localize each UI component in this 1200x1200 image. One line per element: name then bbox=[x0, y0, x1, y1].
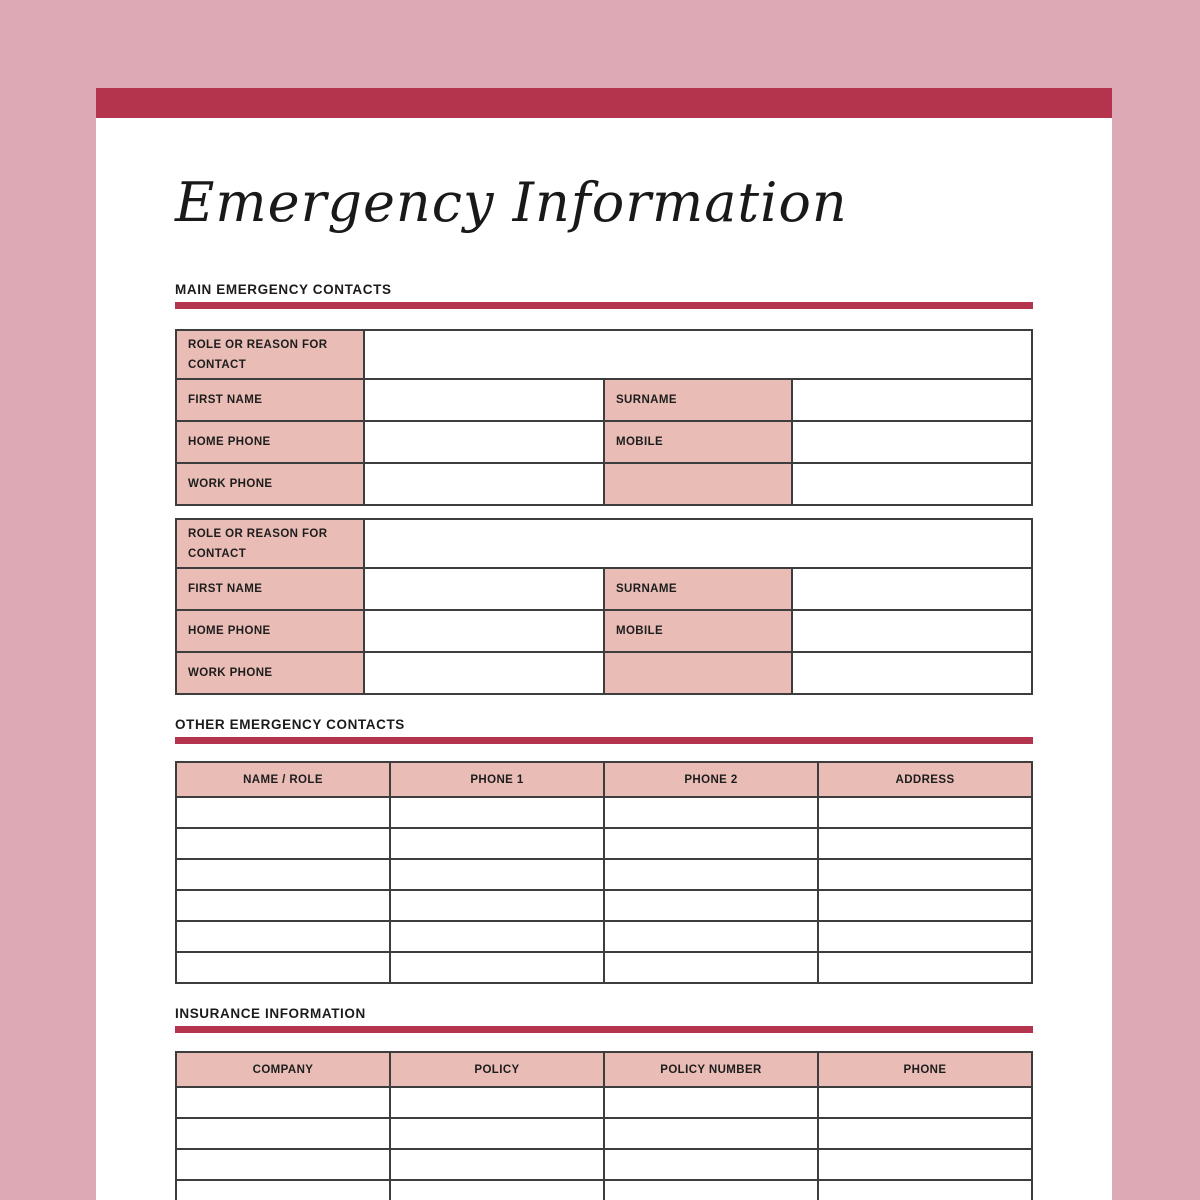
insurance-table bbox=[175, 1051, 1033, 1200]
contact-block-2 bbox=[175, 518, 1033, 695]
empty-cell bbox=[176, 859, 390, 890]
empty-cell bbox=[604, 1118, 818, 1149]
empty-row bbox=[176, 1087, 1032, 1118]
table-row bbox=[176, 568, 1032, 610]
column-header-policy: POLICY bbox=[390, 1052, 604, 1087]
empty-cell bbox=[604, 859, 818, 890]
table-row bbox=[176, 652, 1032, 694]
column-header-company: COMPANY bbox=[176, 1052, 390, 1087]
blank-pink-cell bbox=[604, 652, 792, 694]
empty-row bbox=[176, 1180, 1032, 1200]
page-title: Emergency Information bbox=[175, 171, 848, 234]
other-contacts-table bbox=[175, 761, 1033, 984]
column-header-address: ADDRESS bbox=[818, 762, 1032, 797]
section-divider bbox=[175, 1026, 1033, 1033]
empty-cell bbox=[390, 890, 604, 921]
empty-cell bbox=[176, 1149, 390, 1180]
empty-cell bbox=[390, 1118, 604, 1149]
empty-cell bbox=[818, 952, 1032, 983]
empty-cell bbox=[176, 1118, 390, 1149]
surname-label: SURNAME bbox=[604, 379, 792, 421]
empty-row bbox=[176, 859, 1032, 890]
empty-cell bbox=[604, 797, 818, 828]
work-phone-label: WORK PHONE bbox=[176, 652, 364, 694]
table-row bbox=[176, 330, 1032, 379]
empty-cell bbox=[390, 797, 604, 828]
empty-cell bbox=[604, 1149, 818, 1180]
column-header-phone: PHONE bbox=[818, 1052, 1032, 1087]
table-row bbox=[176, 610, 1032, 652]
empty-cell bbox=[818, 1180, 1032, 1200]
table-header-row bbox=[176, 762, 1032, 797]
page-content bbox=[96, 171, 1112, 1200]
section-divider bbox=[175, 737, 1033, 744]
page-accent-bar bbox=[96, 88, 1112, 118]
empty-cell bbox=[818, 828, 1032, 859]
contact-block-1 bbox=[175, 329, 1033, 506]
role-label: ROLE OR REASON FOR CONTACT bbox=[176, 519, 364, 568]
empty-cell bbox=[176, 828, 390, 859]
role-label: ROLE OR REASON FOR CONTACT bbox=[176, 330, 364, 379]
home-phone-input-cell bbox=[364, 610, 604, 652]
empty-cell bbox=[390, 921, 604, 952]
empty-cell bbox=[604, 1087, 818, 1118]
empty-row bbox=[176, 828, 1032, 859]
empty-row bbox=[176, 1118, 1032, 1149]
first-name-label: FIRST NAME bbox=[176, 568, 364, 610]
mobile-input-cell bbox=[792, 610, 1032, 652]
mobile-label: MOBILE bbox=[604, 610, 792, 652]
section-main-emergency-contacts bbox=[175, 282, 1033, 695]
empty-cell bbox=[390, 859, 604, 890]
empty-cell bbox=[176, 890, 390, 921]
empty-cell bbox=[176, 921, 390, 952]
role-input-cell bbox=[364, 519, 1032, 568]
empty-cell bbox=[176, 1087, 390, 1118]
section-heading-insurance: INSURANCE INFORMATION bbox=[175, 1006, 366, 1021]
mobile-input-cell bbox=[792, 421, 1032, 463]
table-header-row bbox=[176, 1052, 1032, 1087]
section-insurance-information bbox=[175, 1006, 1033, 1200]
empty-cell bbox=[818, 859, 1032, 890]
work-phone-input-cell bbox=[364, 652, 604, 694]
empty-row bbox=[176, 890, 1032, 921]
empty-cell bbox=[604, 1180, 818, 1200]
empty-cell bbox=[390, 1180, 604, 1200]
blank-input-cell bbox=[792, 463, 1032, 505]
empty-cell bbox=[176, 1180, 390, 1200]
section-other-emergency-contacts bbox=[175, 717, 1033, 984]
mobile-label: MOBILE bbox=[604, 421, 792, 463]
table-row bbox=[176, 463, 1032, 505]
column-header-phone2: PHONE 2 bbox=[604, 762, 818, 797]
work-phone-input-cell bbox=[364, 463, 604, 505]
empty-cell bbox=[604, 890, 818, 921]
empty-cell bbox=[604, 921, 818, 952]
empty-cell bbox=[390, 1087, 604, 1118]
work-phone-label: WORK PHONE bbox=[176, 463, 364, 505]
role-input-cell bbox=[364, 330, 1032, 379]
empty-cell bbox=[818, 1149, 1032, 1180]
home-phone-label: HOME PHONE bbox=[176, 610, 364, 652]
empty-cell bbox=[818, 797, 1032, 828]
surname-input-cell bbox=[792, 379, 1032, 421]
empty-row bbox=[176, 1149, 1032, 1180]
empty-cell bbox=[818, 1118, 1032, 1149]
first-name-input-cell bbox=[364, 379, 604, 421]
column-header-policy-number: POLICY NUMBER bbox=[604, 1052, 818, 1087]
home-phone-label: HOME PHONE bbox=[176, 421, 364, 463]
empty-cell bbox=[390, 1149, 604, 1180]
empty-row bbox=[176, 921, 1032, 952]
empty-cell bbox=[176, 797, 390, 828]
empty-cell bbox=[818, 890, 1032, 921]
table-row bbox=[176, 421, 1032, 463]
section-heading-main-contacts: MAIN EMERGENCY CONTACTS bbox=[175, 282, 392, 297]
surname-label: SURNAME bbox=[604, 568, 792, 610]
empty-cell bbox=[176, 952, 390, 983]
document-page bbox=[96, 88, 1112, 1200]
home-phone-input-cell bbox=[364, 421, 604, 463]
empty-cell bbox=[818, 921, 1032, 952]
blank-input-cell bbox=[792, 652, 1032, 694]
column-header-phone1: PHONE 1 bbox=[390, 762, 604, 797]
first-name-input-cell bbox=[364, 568, 604, 610]
empty-cell bbox=[604, 952, 818, 983]
empty-cell bbox=[390, 952, 604, 983]
empty-row bbox=[176, 797, 1032, 828]
empty-cell bbox=[604, 828, 818, 859]
table-row bbox=[176, 379, 1032, 421]
empty-row bbox=[176, 952, 1032, 983]
blank-pink-cell bbox=[604, 463, 792, 505]
empty-cell bbox=[390, 828, 604, 859]
first-name-label: FIRST NAME bbox=[176, 379, 364, 421]
surname-input-cell bbox=[792, 568, 1032, 610]
empty-cell bbox=[818, 1087, 1032, 1118]
section-heading-other-contacts: OTHER EMERGENCY CONTACTS bbox=[175, 717, 405, 732]
table-row bbox=[176, 519, 1032, 568]
section-divider bbox=[175, 302, 1033, 309]
column-header-name-role: NAME / ROLE bbox=[176, 762, 390, 797]
